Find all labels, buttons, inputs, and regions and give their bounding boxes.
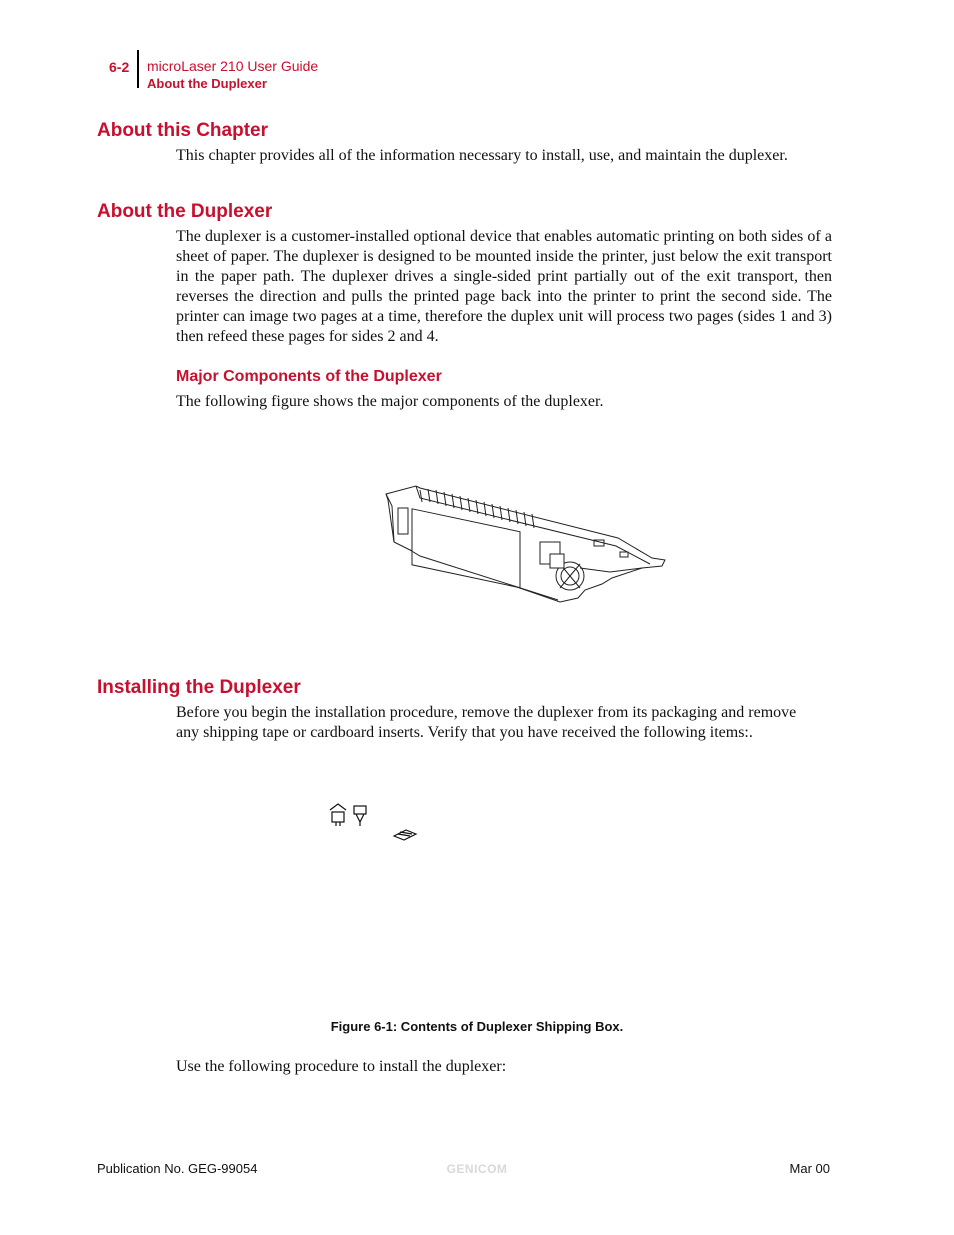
duplexer-illustration xyxy=(380,480,670,610)
paragraph-about-duplexer: The duplexer is a customer-installed optional device that enables automatic printing on both sides of a sheet of paper. The duplexer is designed to be mounted inside the printer, just below the exit transport in the paper path. The duplexer drives a single-sided print partially out of the exit transport, then reverses the direction and pulls the printed page back into the printer to print the second side. The printer can image two pages at a time, therefore the duplex unit will process two pages (sides 1 and 3) then refeed these pages for sides 2 and 4. xyxy=(176,228,832,345)
heading-about-duplexer: About the Duplexer xyxy=(97,201,273,222)
heading-installing-duplexer: Installing the Duplexer xyxy=(97,677,301,698)
paragraph-about-chapter: This chapter provides all of the information necessary to install, use, and maintain the duplexer. xyxy=(176,147,788,164)
shipping-contents-illustration xyxy=(326,800,426,850)
heading-about-chapter: About this Chapter xyxy=(97,120,268,141)
paragraph-major-components: The following figure shows the major components of the duplexer. xyxy=(176,393,604,410)
footer-date: Mar 00 xyxy=(789,1161,830,1176)
heading-major-components: Major Components of the Duplexer xyxy=(176,368,442,385)
paragraph-procedure-intro: Use the following procedure to install the duplexer: xyxy=(176,1058,507,1075)
guide-title: microLaser 210 User Guide xyxy=(147,58,319,74)
footer-publication: Publication No. GEG-99054 xyxy=(97,1161,258,1176)
figure-caption: Figure 6-1: Contents of Duplexer Shipping Box. xyxy=(330,1019,624,1034)
footer-logo: GENICOM xyxy=(446,1162,508,1176)
running-section-title: About the Duplexer xyxy=(147,76,267,91)
page-number: 6-2 xyxy=(109,59,130,75)
paragraph-installing-duplexer: Before you begin the installation procedure, remove the duplexer from its packaging and remove any shipping tape or cardboard inserts. Verify that you have received the following items:. xyxy=(176,704,797,741)
header-divider xyxy=(137,50,139,88)
